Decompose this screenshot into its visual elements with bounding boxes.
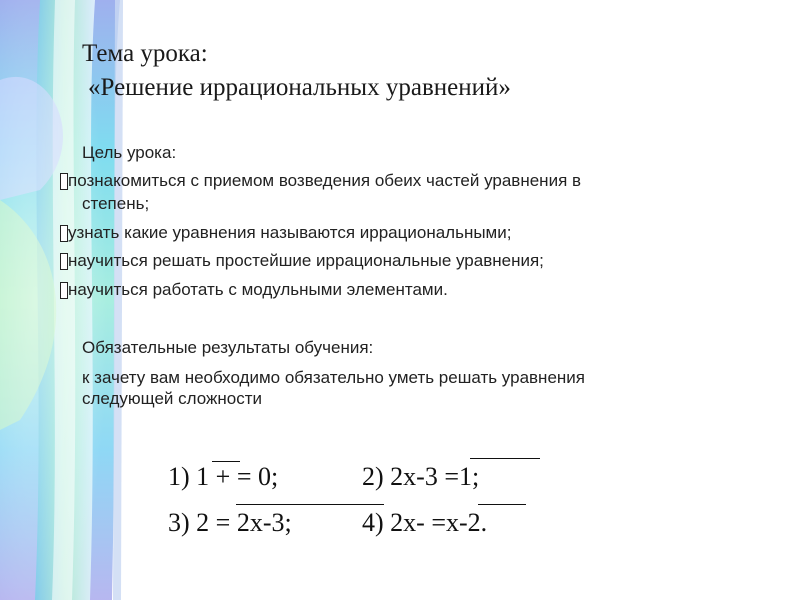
radical-bar xyxy=(478,504,526,505)
equation-4: 4) 2x- =x-2. xyxy=(362,508,488,537)
goal-item: научиться работать с модульными элементами. xyxy=(68,280,448,299)
bullet-icon xyxy=(60,282,68,299)
results-text: к зачету вам необходимо обязательно уметь решать уравнения xyxy=(82,368,585,387)
topic-label: Тема урока: xyxy=(82,40,208,67)
bullet-icon xyxy=(60,253,68,270)
radical-bar xyxy=(470,458,540,459)
equation-3: 3) 2 = 2x-3; xyxy=(168,508,292,537)
bullet-icon xyxy=(60,173,68,190)
bullet-icon xyxy=(60,225,68,242)
goal-item: познакомиться с приемом возведения обеих частей уравнения в xyxy=(68,171,582,190)
goal-item: научиться решать простейшие иррациональные уравнения; xyxy=(68,251,544,270)
radical-bar xyxy=(236,504,384,505)
equation-2: 2) 2x-3 =1; xyxy=(362,462,480,491)
equation-1: 1) 1 + = 0; xyxy=(168,462,279,491)
topic-title: «Решение иррациональных уравнений» xyxy=(88,74,511,101)
results-label: Обязательные результаты обучения: xyxy=(82,338,374,357)
goal-item: узнать какие уравнения называются иррациональными; xyxy=(68,223,512,242)
radical-bar xyxy=(212,461,240,462)
goal-label: Цель урока: xyxy=(82,143,177,162)
goal-item-continued: степень; xyxy=(82,194,150,213)
results-text-continued: следующей сложности xyxy=(82,389,263,408)
